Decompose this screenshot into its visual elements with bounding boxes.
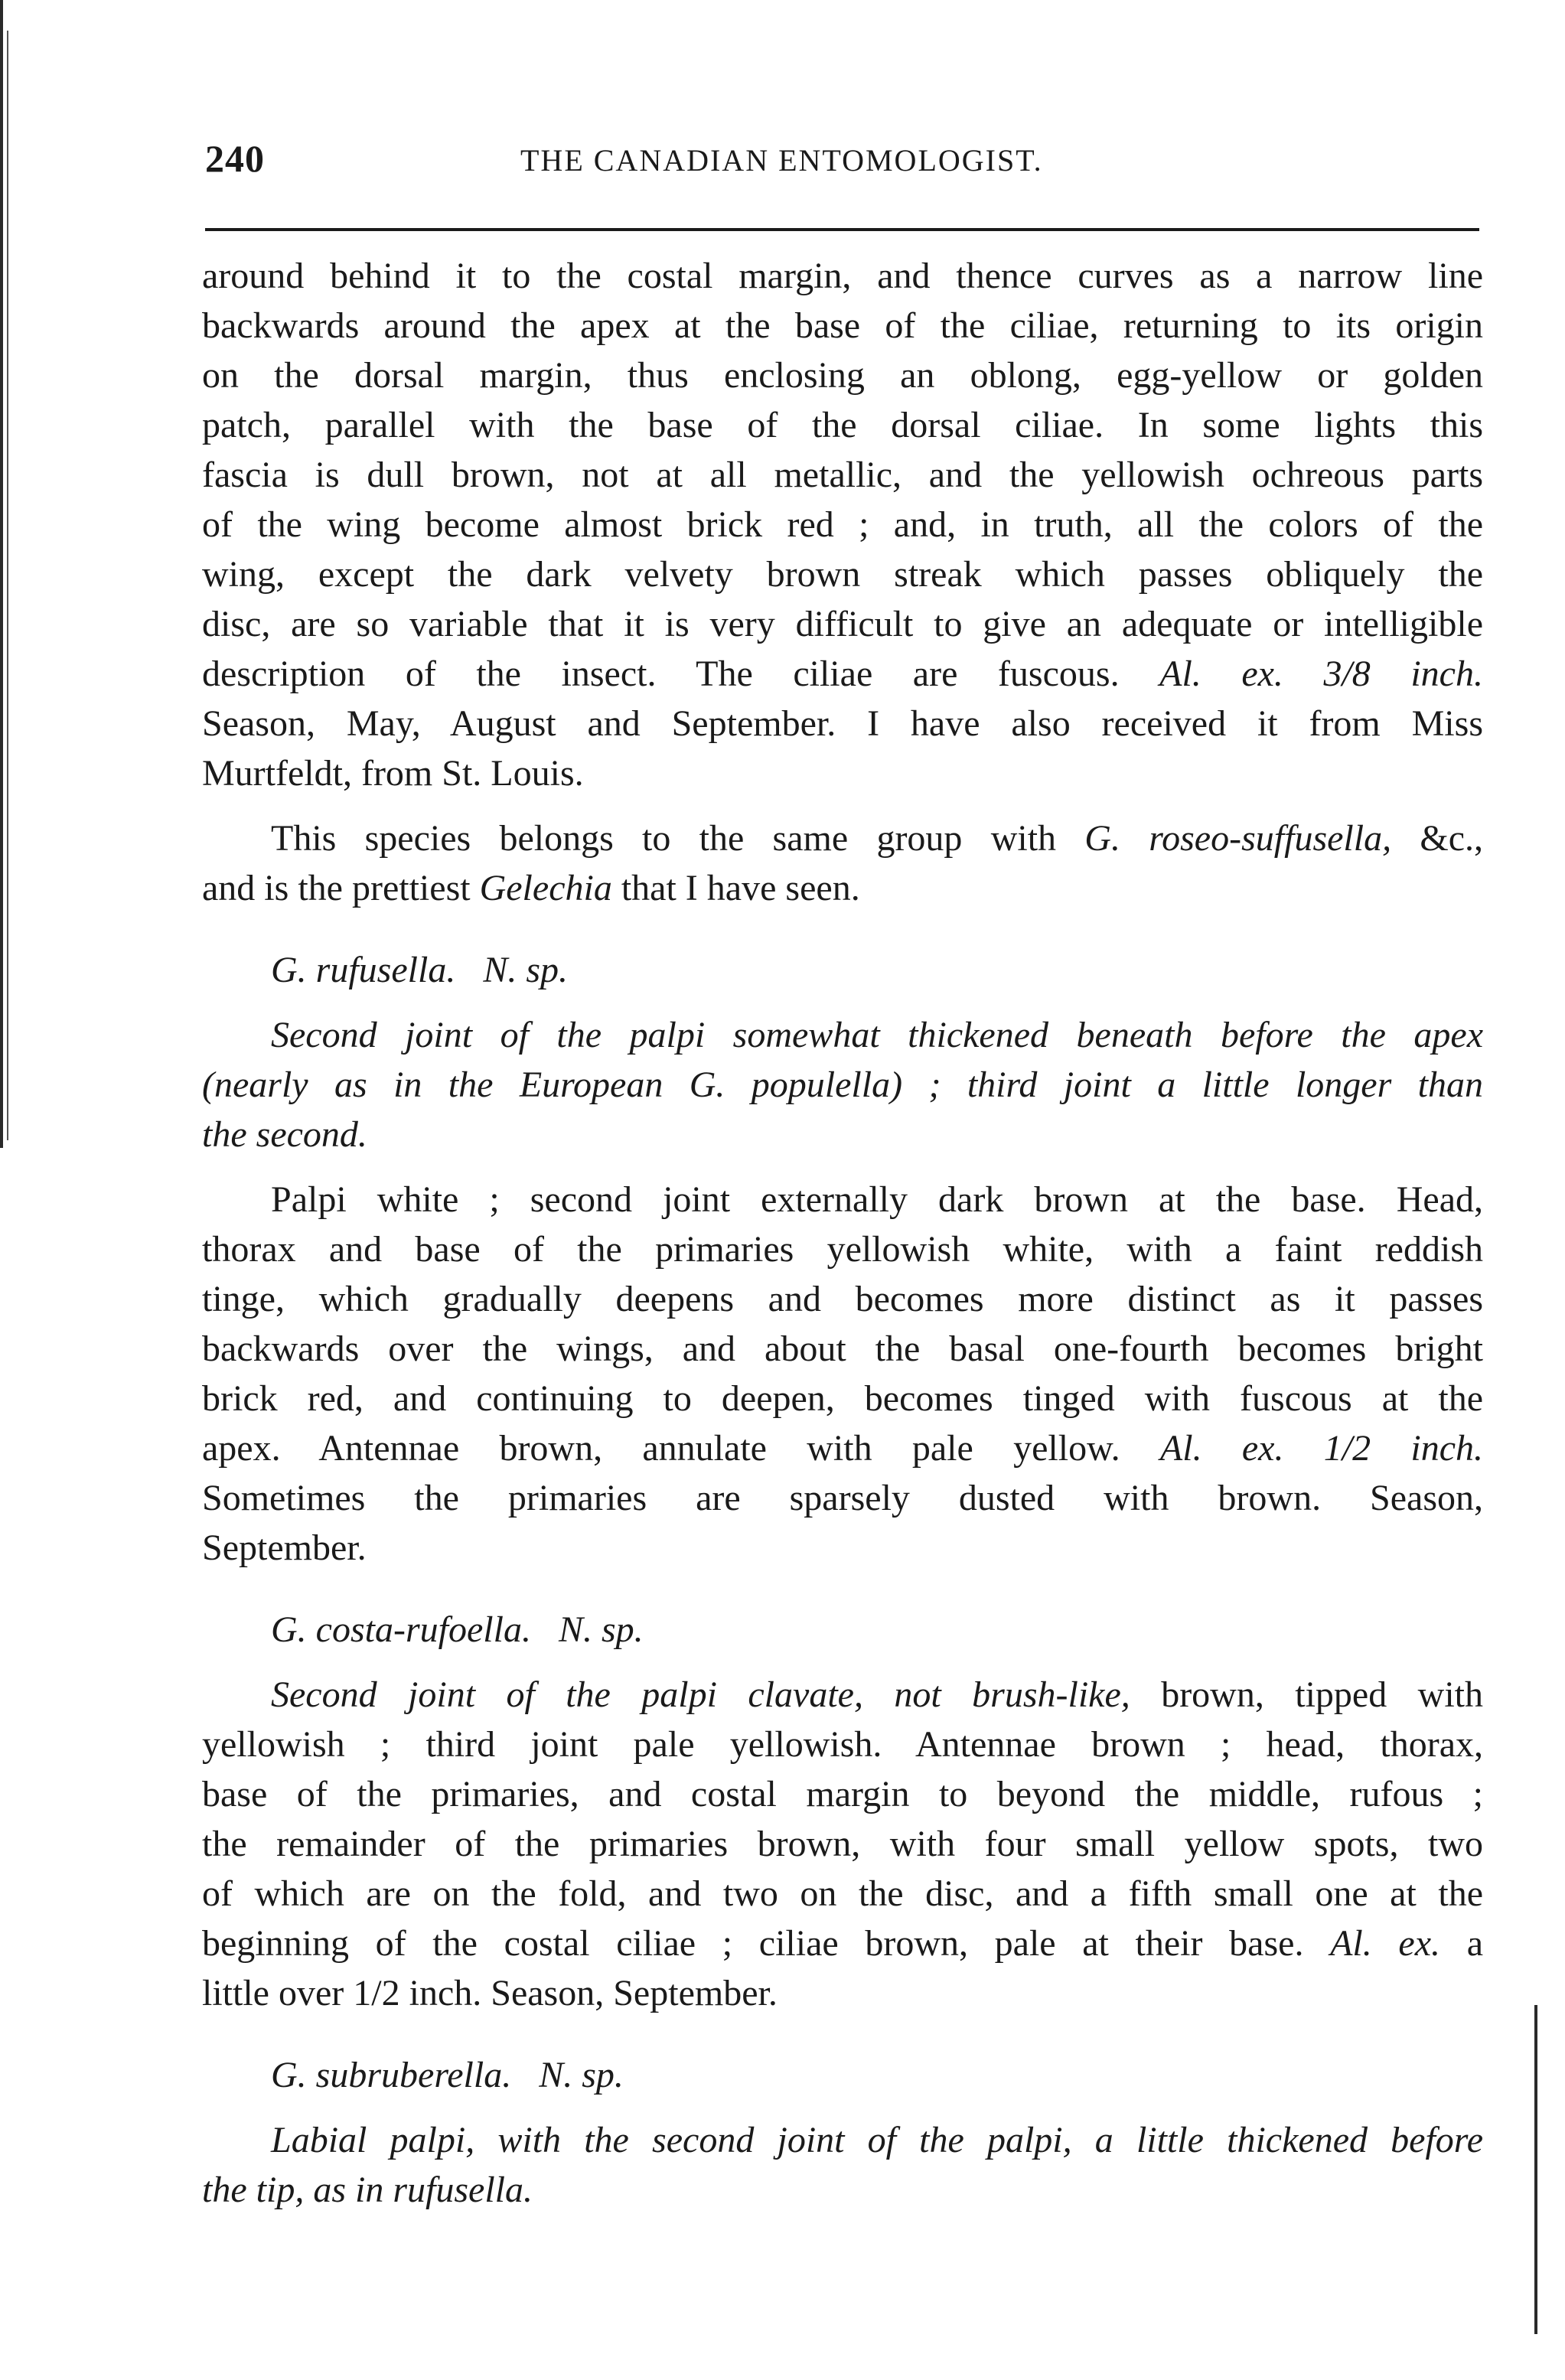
text-line: of the wing become almost brick red ; and, in truth, all the colors of the	[202, 504, 1483, 545]
text-line: brick red, and continuing to deepen, becomes tinged with fuscous at the	[202, 1378, 1483, 1419]
page-edge-shadow	[7, 31, 8, 1140]
text-span: that I have seen.	[621, 868, 860, 908]
continuation-paragraph	[202, 251, 1483, 798]
text-span: a	[1466, 1923, 1483, 1964]
text-line: backwards around the apex at the base of the ciliae, returning to its origin	[202, 305, 1483, 346]
text-span: description of the insect. The ciliae are fuscous.	[202, 654, 1120, 694]
text-line: September.	[202, 1527, 367, 1568]
text-line: thorax and base of the primaries yellowish white, with a faint reddish	[202, 1229, 1483, 1270]
wing-expanse: Al. ex. 3/8 inch.	[1159, 654, 1483, 694]
text-span: beginning of the costal ciliae ; ciliae brown, pale at their base.	[202, 1923, 1304, 1964]
remark-paragraph	[202, 813, 1483, 913]
text-line	[202, 1670, 1483, 1720]
wing-expanse: Al. ex.	[1330, 1923, 1441, 1964]
species-diagnosis	[202, 2115, 1483, 2215]
text-line: little over 1/2 inch. Season, September.	[202, 1973, 778, 2013]
text-line: Labial palpi, with the second joint of the palpi, a little thickened before	[271, 2120, 1483, 2160]
text-line: of which are on the fold, and two on the disc, and a fifth small one at the	[202, 1873, 1483, 1914]
running-title: THE CANADIAN ENTOMOLOGIST.	[520, 143, 1043, 178]
text-line: on the dorsal margin, thus enclosing an oblong, egg-yellow or golden	[202, 355, 1483, 396]
species-diagnosis	[202, 1010, 1483, 1159]
text-line	[202, 813, 1483, 863]
genus-reference: Gelechia	[479, 868, 612, 908]
page-header	[205, 136, 1479, 197]
text-line: fascia is dull brown, not at all metallic, and the yellowish ochreous parts	[202, 455, 1483, 495]
text-span: &c.,	[1420, 818, 1484, 859]
species-heading: G. costa-rufoella. N. sp.	[271, 1609, 644, 1650]
text-span: This species belongs to the same group with	[271, 818, 1057, 859]
species-description	[202, 1670, 1483, 2018]
text-line: Second joint of the palpi somewhat thickened beneath before the apex	[271, 1015, 1483, 1055]
header-rule	[205, 228, 1479, 231]
text-line	[202, 649, 1483, 699]
text-line	[202, 1423, 1483, 1473]
text-span: apex. Antennae brown, annulate with pale yellow.	[202, 1428, 1120, 1469]
text-line: (nearly as in the European G. populella) ; third joint a little longer than	[202, 1064, 1483, 1105]
text-line: wing, except the dark velvety brown streak which passes obliquely the	[202, 554, 1483, 595]
species-heading: G. subruberella. N. sp.	[271, 2055, 624, 2095]
text-line: Murtfeldt, from St. Louis.	[202, 753, 584, 794]
page-edge-right	[1534, 2005, 1537, 2334]
text-line: Palpi white ; second joint externally dark brown at the base. Head,	[271, 1179, 1483, 1220]
text-line: Season, May, August and September. I have also received it from Miss	[202, 703, 1483, 744]
text-line: yellowish ; third joint pale yellowish. Antennae brown ; head, thorax,	[202, 1724, 1483, 1765]
species-description	[202, 1175, 1483, 1573]
wing-expanse: Al. ex. 1/2 inch.	[1159, 1428, 1484, 1469]
text-line: around behind it to the costal margin, and thence curves as a narrow line	[202, 256, 1483, 296]
text-line: base of the primaries, and costal margin to beyond the middle, rufous ;	[202, 1774, 1483, 1814]
species-reference: G. roseo-suffusella,	[1084, 818, 1392, 859]
text-line	[202, 1919, 1483, 1968]
text-line	[202, 863, 1483, 913]
text-span: brown, tipped with	[1161, 1674, 1483, 1715]
species-heading: G. rufusella. N. sp.	[271, 950, 569, 990]
text-line: the tip, as in rufusella.	[202, 2170, 533, 2210]
page-body	[202, 251, 1483, 2215]
text-span: Second joint of the palpi clavate, not brush-like,	[271, 1674, 1130, 1715]
text-line: backwards over the wings, and about the basal one-fourth becomes bright	[202, 1329, 1483, 1369]
text-line: the second.	[202, 1114, 367, 1155]
text-span: and is the prettiest	[202, 868, 471, 908]
text-line: patch, parallel with the base of the dorsal ciliae. In some lights this	[202, 405, 1483, 445]
text-line: tinge, which gradually deepens and becomes more distinct as it passes	[202, 1279, 1483, 1319]
text-line: Sometimes the primaries are sparsely dusted with brown. Season,	[202, 1478, 1483, 1518]
text-line: the remainder of the primaries brown, with four small yellow spots, two	[202, 1824, 1483, 1864]
page-edge-left	[0, 0, 3, 1148]
page-number: 240	[205, 137, 265, 180]
text-line: disc, are so variable that it is very difficult to give an adequate or intelligible	[202, 604, 1483, 644]
